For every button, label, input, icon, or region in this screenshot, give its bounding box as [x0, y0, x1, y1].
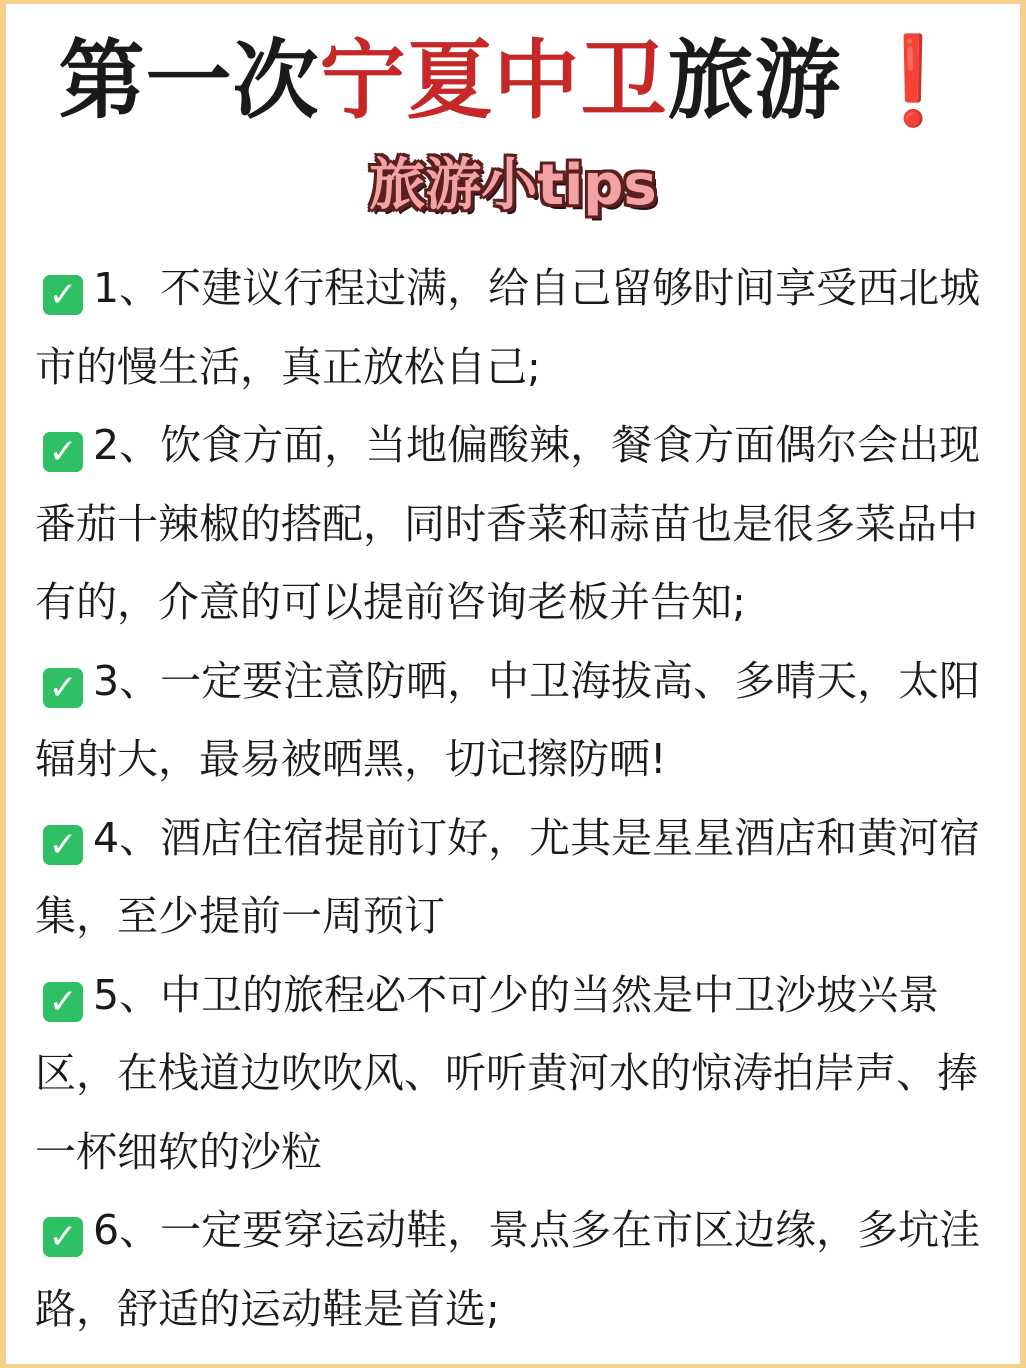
title-highlight: 宁夏中卫: [319, 31, 668, 131]
tip-text-5: 5、中卫的旅程必不可少的当然是中卫沙坡兴景区，在栈道边吹吹风、听听黄河水的惊涛拍岸声、捧一杯细软的沙粒: [35, 970, 978, 1176]
title-suffix: 旅游: [667, 31, 842, 131]
title-prefix: 第一次: [58, 31, 320, 131]
tip-text-1: 1、不建议行程过满，给自己留够时间享受西北城市的慢生活，真正放松自己;: [35, 264, 981, 391]
tip-item-1: [35, 249, 985, 406]
tip-item-6: [35, 1191, 985, 1348]
exclamation-icon: ❗: [859, 31, 968, 131]
check-box-icon: ✓: [43, 275, 83, 315]
check-box-icon: ✓: [43, 982, 83, 1022]
check-box-icon: ✓: [43, 1217, 83, 1257]
tip-item-4: [35, 799, 985, 956]
tip-item-5: [35, 956, 985, 1192]
tip-text-2: 2、饮食方面，当地偏酸辣，餐食方面偶尔会出现番茄十辣椒的搭配，同时香菜和蒜苗也是很多菜品中有的，介意的可以提前咨询老板并告知;: [35, 421, 981, 626]
check-box-icon: ✓: [43, 825, 83, 865]
check-box-icon: ✓: [43, 668, 83, 708]
tip-text-4: 4、酒店住宿提前订好，尤其是星星酒店和黄河宿集，至少提前一周预订: [35, 813, 981, 940]
page-subtitle: 旅游小tips: [369, 153, 657, 218]
tip-text-6: 6、一定要穿运动鞋，景点多在市区边缘，多坑洼路，舒适的运动鞋是首选;: [35, 1206, 981, 1333]
poster-card: [6, 4, 1020, 1364]
page-title: [6, 26, 1020, 136]
tips-list: [35, 249, 985, 1348]
tip-item-2: [35, 406, 985, 642]
check-box-icon: ✓: [43, 432, 83, 472]
tip-item-3: [35, 642, 985, 799]
tip-text-3: 3、一定要注意防晒，中卫海拔高、多晴天，太阳辐射大，最易被晒黑，切记擦防晒!: [35, 656, 981, 783]
